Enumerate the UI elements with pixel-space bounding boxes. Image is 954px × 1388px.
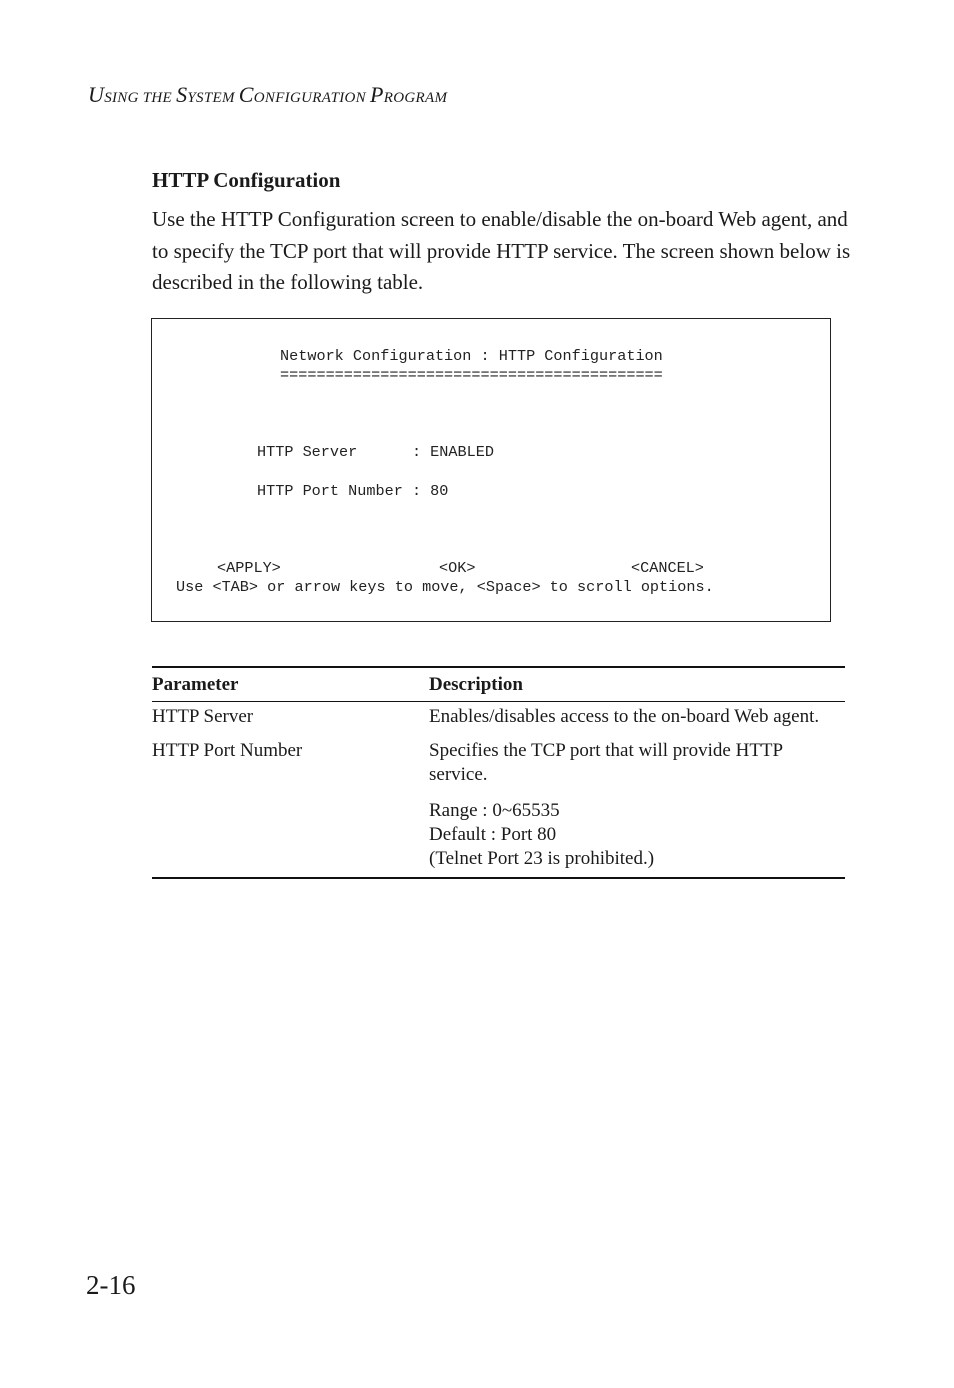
running-head-initial: C	[238, 82, 254, 107]
cancel-button[interactable]: <CANCEL>	[631, 559, 704, 577]
cell-description: Specifies the TCP port that will provide HTTP service.	[429, 740, 783, 785]
cell-parameter: HTTP Server	[152, 706, 254, 727]
ok-button[interactable]: <OK>	[439, 559, 476, 577]
field-http-port-number[interactable]: HTTP Port Number : 80	[257, 482, 449, 500]
table-row	[152, 847, 845, 877]
parameter-table	[152, 666, 845, 879]
running-head-rest: SING THE	[104, 90, 177, 106]
running-head-rest: ONFIGURATION	[253, 90, 371, 106]
table-row	[152, 729, 845, 787]
screen-title: Network Configuration : HTTP Configuration	[280, 347, 663, 365]
intro-paragraph: Use the HTTP Configuration screen to enable/disable the on-board Web agent, and to specify the TCP port that will provide HTTP service. The screen shown below is described in the following table.	[152, 207, 851, 294]
cell-parameter: HTTP Port Number	[152, 740, 303, 761]
running-head-rest: YSTEM	[187, 90, 239, 106]
console-screen	[151, 318, 831, 622]
cell-parameter	[152, 799, 429, 823]
apply-button[interactable]: <APPLY>	[217, 559, 281, 577]
cell-parameter	[152, 823, 429, 847]
running-head-initial: S	[176, 82, 188, 107]
running-head	[88, 82, 447, 108]
cell-description: Range : 0~65535	[429, 800, 560, 821]
screen-title-underline: ==========================================	[280, 366, 663, 384]
header-parameter: Parameter	[152, 673, 239, 695]
table-row	[152, 702, 845, 729]
field-http-server[interactable]: HTTP Server : ENABLED	[257, 443, 494, 461]
table-row	[152, 823, 845, 847]
page-number: 2-16	[86, 1270, 136, 1300]
cell-description: (Telnet Port 23 is prohibited.)	[429, 848, 655, 869]
running-head-initial: U	[88, 82, 105, 107]
screen-help-text: Use <TAB> or arrow keys to move, <Space> to scroll options.	[176, 578, 714, 596]
header-description: Description	[429, 673, 523, 695]
cell-description: Default : Port 80	[429, 824, 557, 845]
running-head-initial: P	[370, 82, 384, 107]
cell-description: Enables/disables access to the on-board Web agent.	[429, 706, 820, 727]
running-head-rest: ROGRAM	[383, 90, 448, 106]
table-header	[152, 668, 845, 702]
section-title: HTTP Configuration	[152, 168, 341, 192]
table-row	[152, 787, 845, 823]
cell-parameter	[152, 847, 429, 871]
